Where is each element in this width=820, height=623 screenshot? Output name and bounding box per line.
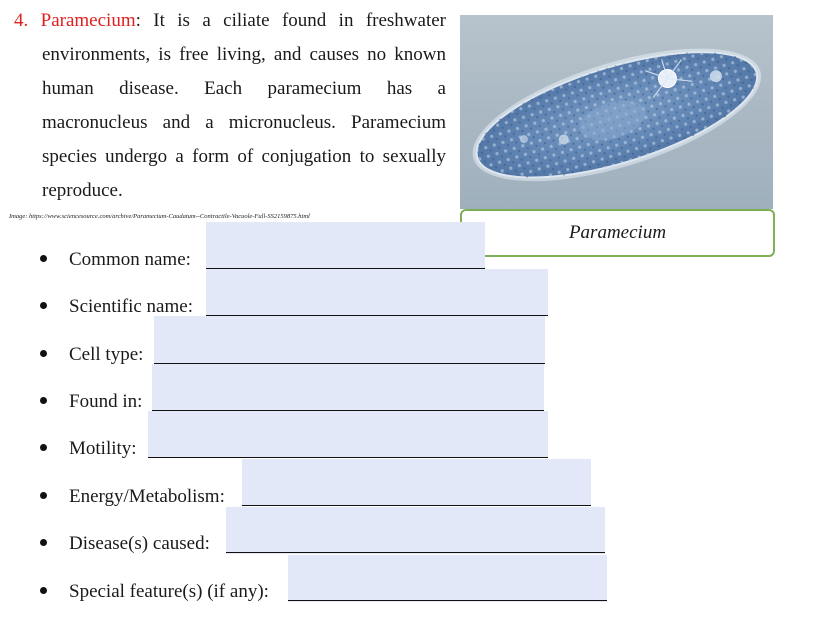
paragraph-line-3: human disease. Each paramecium has a <box>42 78 446 99</box>
bullet-icon <box>40 350 47 357</box>
bullet-icon <box>40 444 47 451</box>
question-term: Paramecium <box>40 10 136 31</box>
answer-highlight-motility[interactable] <box>148 411 548 458</box>
paragraph-line-2: environments, is free living, and causes no known <box>42 44 446 65</box>
question-paragraph <box>14 4 446 208</box>
field-label: Cell type: <box>69 344 144 365</box>
field-disease-caused <box>40 527 210 561</box>
field-found-in <box>40 385 142 419</box>
field-motility <box>40 432 137 466</box>
field-energy-metabolism <box>40 480 225 514</box>
paragraph-line-4: macronucleus and a micronucleus. Paramecium <box>42 112 446 133</box>
field-label: Found in: <box>69 391 143 412</box>
paramecium-illustration <box>460 15 773 209</box>
answer-line-cell-type[interactable] <box>154 363 545 364</box>
paragraph-line-6: reproduce. <box>42 180 123 201</box>
image-caption-box <box>460 209 775 257</box>
answer-line-common-name[interactable] <box>206 268 485 269</box>
field-label: Special feature(s) (if any): <box>69 581 269 602</box>
answer-highlight-found-in[interactable] <box>152 364 544 411</box>
answer-highlight-disease[interactable] <box>226 507 605 554</box>
answer-highlight-cell-type[interactable] <box>154 316 545 363</box>
bullet-icon <box>40 302 47 309</box>
answer-highlight-common-name[interactable] <box>206 222 485 268</box>
bullet-icon <box>40 397 47 404</box>
field-scientific-name <box>40 290 193 324</box>
answer-line-special-feature[interactable] <box>288 600 607 601</box>
image-caption: Paramecium <box>568 222 667 243</box>
paramecium-photo <box>460 15 773 209</box>
answer-line-scientific-name[interactable] <box>206 315 548 316</box>
field-special-feature <box>40 575 269 609</box>
question-number: 4. <box>14 10 29 31</box>
field-common-name <box>40 243 191 277</box>
answer-highlight-special-feature[interactable] <box>288 555 607 602</box>
bullet-icon <box>40 492 47 499</box>
answer-line-motility[interactable] <box>148 457 548 458</box>
answer-highlight-energy[interactable] <box>242 459 591 506</box>
bullet-icon <box>40 587 47 594</box>
answer-line-found-in[interactable] <box>152 410 544 411</box>
field-label: Disease(s) caused: <box>69 533 210 554</box>
field-label: Common name: <box>69 249 191 270</box>
field-label: Motility: <box>69 438 137 459</box>
paragraph-line-1 <box>14 4 446 38</box>
field-cell-type <box>40 338 143 372</box>
paragraph-text: : It is a ciliate found in freshwater <box>135 10 447 31</box>
field-label: Energy/Metabolism: <box>69 486 225 507</box>
field-label: Scientific name: <box>69 296 193 317</box>
answer-highlight-scientific-name[interactable] <box>206 269 548 316</box>
paragraph-line-5: species undergo a form of conjugation to sexually <box>42 146 446 167</box>
image-credit: Image: https://www.sciencesource.com/archive/Paramecium-Caudatum--Contractile-Vacuole-Full-SS2159875.html <box>9 213 310 220</box>
bullet-icon <box>40 255 47 262</box>
bullet-icon <box>40 539 47 546</box>
answer-line-disease[interactable] <box>226 552 605 553</box>
answer-line-energy[interactable] <box>242 505 591 506</box>
